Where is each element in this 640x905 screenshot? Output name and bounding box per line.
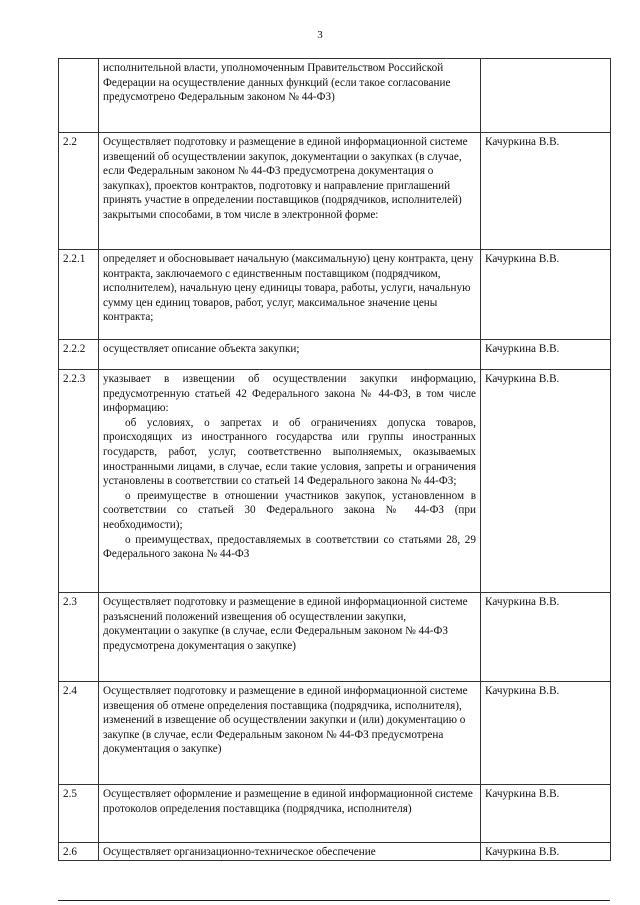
table-row [59,133,611,250]
table-row [59,682,611,785]
item-description [99,370,481,593]
responsible-person: Качуркина В.В. [481,340,611,370]
responsible-person: Качуркина В.В. [481,682,611,785]
responsible-person: Качуркина В.В. [481,250,611,340]
table-row [59,59,611,133]
responsible-person: Качуркина В.В. [481,370,611,593]
page-number: 3 [317,29,323,41]
table-row [59,593,611,682]
item-number: 2.4 [59,682,99,785]
responsible-person: Качуркина В.В. [481,785,611,843]
sub-item: об условиях, о запретах и об ограничениях допуска товаров, происходящих из иностранного государства или группы иностранных государств, работ, услуг, соответственно выполняемых, оказываемых иностранными лицами, в случае, если такие условия, запреты и ограничения установлены в соответствии со статьей 14 Федерального закона № 44-ФЗ; [103,416,476,488]
table-row [59,843,611,861]
item-description: Осуществляет подготовку и размещение в единой информационной системе извещений об осуществлении закупок, документации о закупках (в случае, если Федеральным законом № 44-ФЗ предусмотрена документация о закупках), проектов контрактов, подготовку и направление приглашений принять участие в определении поставщиков (подрядчиков, исполнителей) закрытыми способами, в том числе в электронной форме: [99,133,481,250]
sub-item: о преимуществе в отношении участников закупок, установленном в соответствии со статьей 30 Федерального закона № 44-ФЗ (при необходимости); [103,489,476,531]
responsible-person: Качуркина В.В. [481,593,611,682]
item-intro: указывает в извещении об осуществлении закупки информацию, предусмотренную статьей 42 Федерального закона № 44-ФЗ, в том числе информацию: [103,373,476,415]
item-number: 2.5 [59,785,99,843]
table-row [59,785,611,843]
item-number: 2.2 [59,133,99,250]
responsible-person [481,59,611,133]
item-description: Осуществляет оформление и размещение в единой информационной системе протоколов определения поставщика (подрядчика, исполнителя) [99,785,481,843]
item-description: Осуществляет подготовку и размещение в единой информационной системе извещения об отмене определения поставщика (подрядчика, исполнителя), изменений в извещение об осуществлении закупки и (или) документацию о закупке (в случае, если Федеральным законом № 44-ФЗ предусмотрена документация о закупке) [99,682,481,785]
item-description: исполнительной власти, уполномоченным Правительством Российской Федерации на осуществление данных функций (если такое согласование предусмотрено Федеральным законом № 44-ФЗ) [99,59,481,133]
item-number: 2.6 [59,843,99,861]
responsible-person: Качуркина В.В. [481,843,611,861]
item-number: 2.2.2 [59,340,99,370]
item-description: Осуществляет подготовку и размещение в единой информационной системе разъяснений положений извещения об осуществлении закупки, документации о закупке (в случае, если Федеральным законом № 44-ФЗ предусмотрена документация о закупке) [99,593,481,682]
item-description: осуществляет описание объекта закупки; [99,340,481,370]
responsible-person: Качуркина В.В. [481,133,611,250]
item-description: Осуществляет организационно-техническое обеспечение [99,843,481,861]
item-number: 2.2.1 [59,250,99,340]
item-number: 2.3 [59,593,99,682]
item-number: 2.2.3 [59,370,99,593]
item-description: определяет и обосновывает начальную (максимальную) цену контракта, цену контракта, заключаемого с единственным поставщиком (подрядчиком, исполнителем), начальную цену единицы товара, работы, услуги, начальную сумму цен единиц товаров, работ, услуг, максимальное значение цены контракта; [99,250,481,340]
item-number [59,59,99,133]
table-row [59,370,611,593]
sub-item: о преимуществах, предоставляемых в соответствии со статьями 28, 29 Федерального закона № 44-ФЗ [103,533,476,561]
bottom-divider [58,900,610,901]
table-row [59,340,611,370]
table-row [59,250,611,340]
duties-table [58,58,611,861]
